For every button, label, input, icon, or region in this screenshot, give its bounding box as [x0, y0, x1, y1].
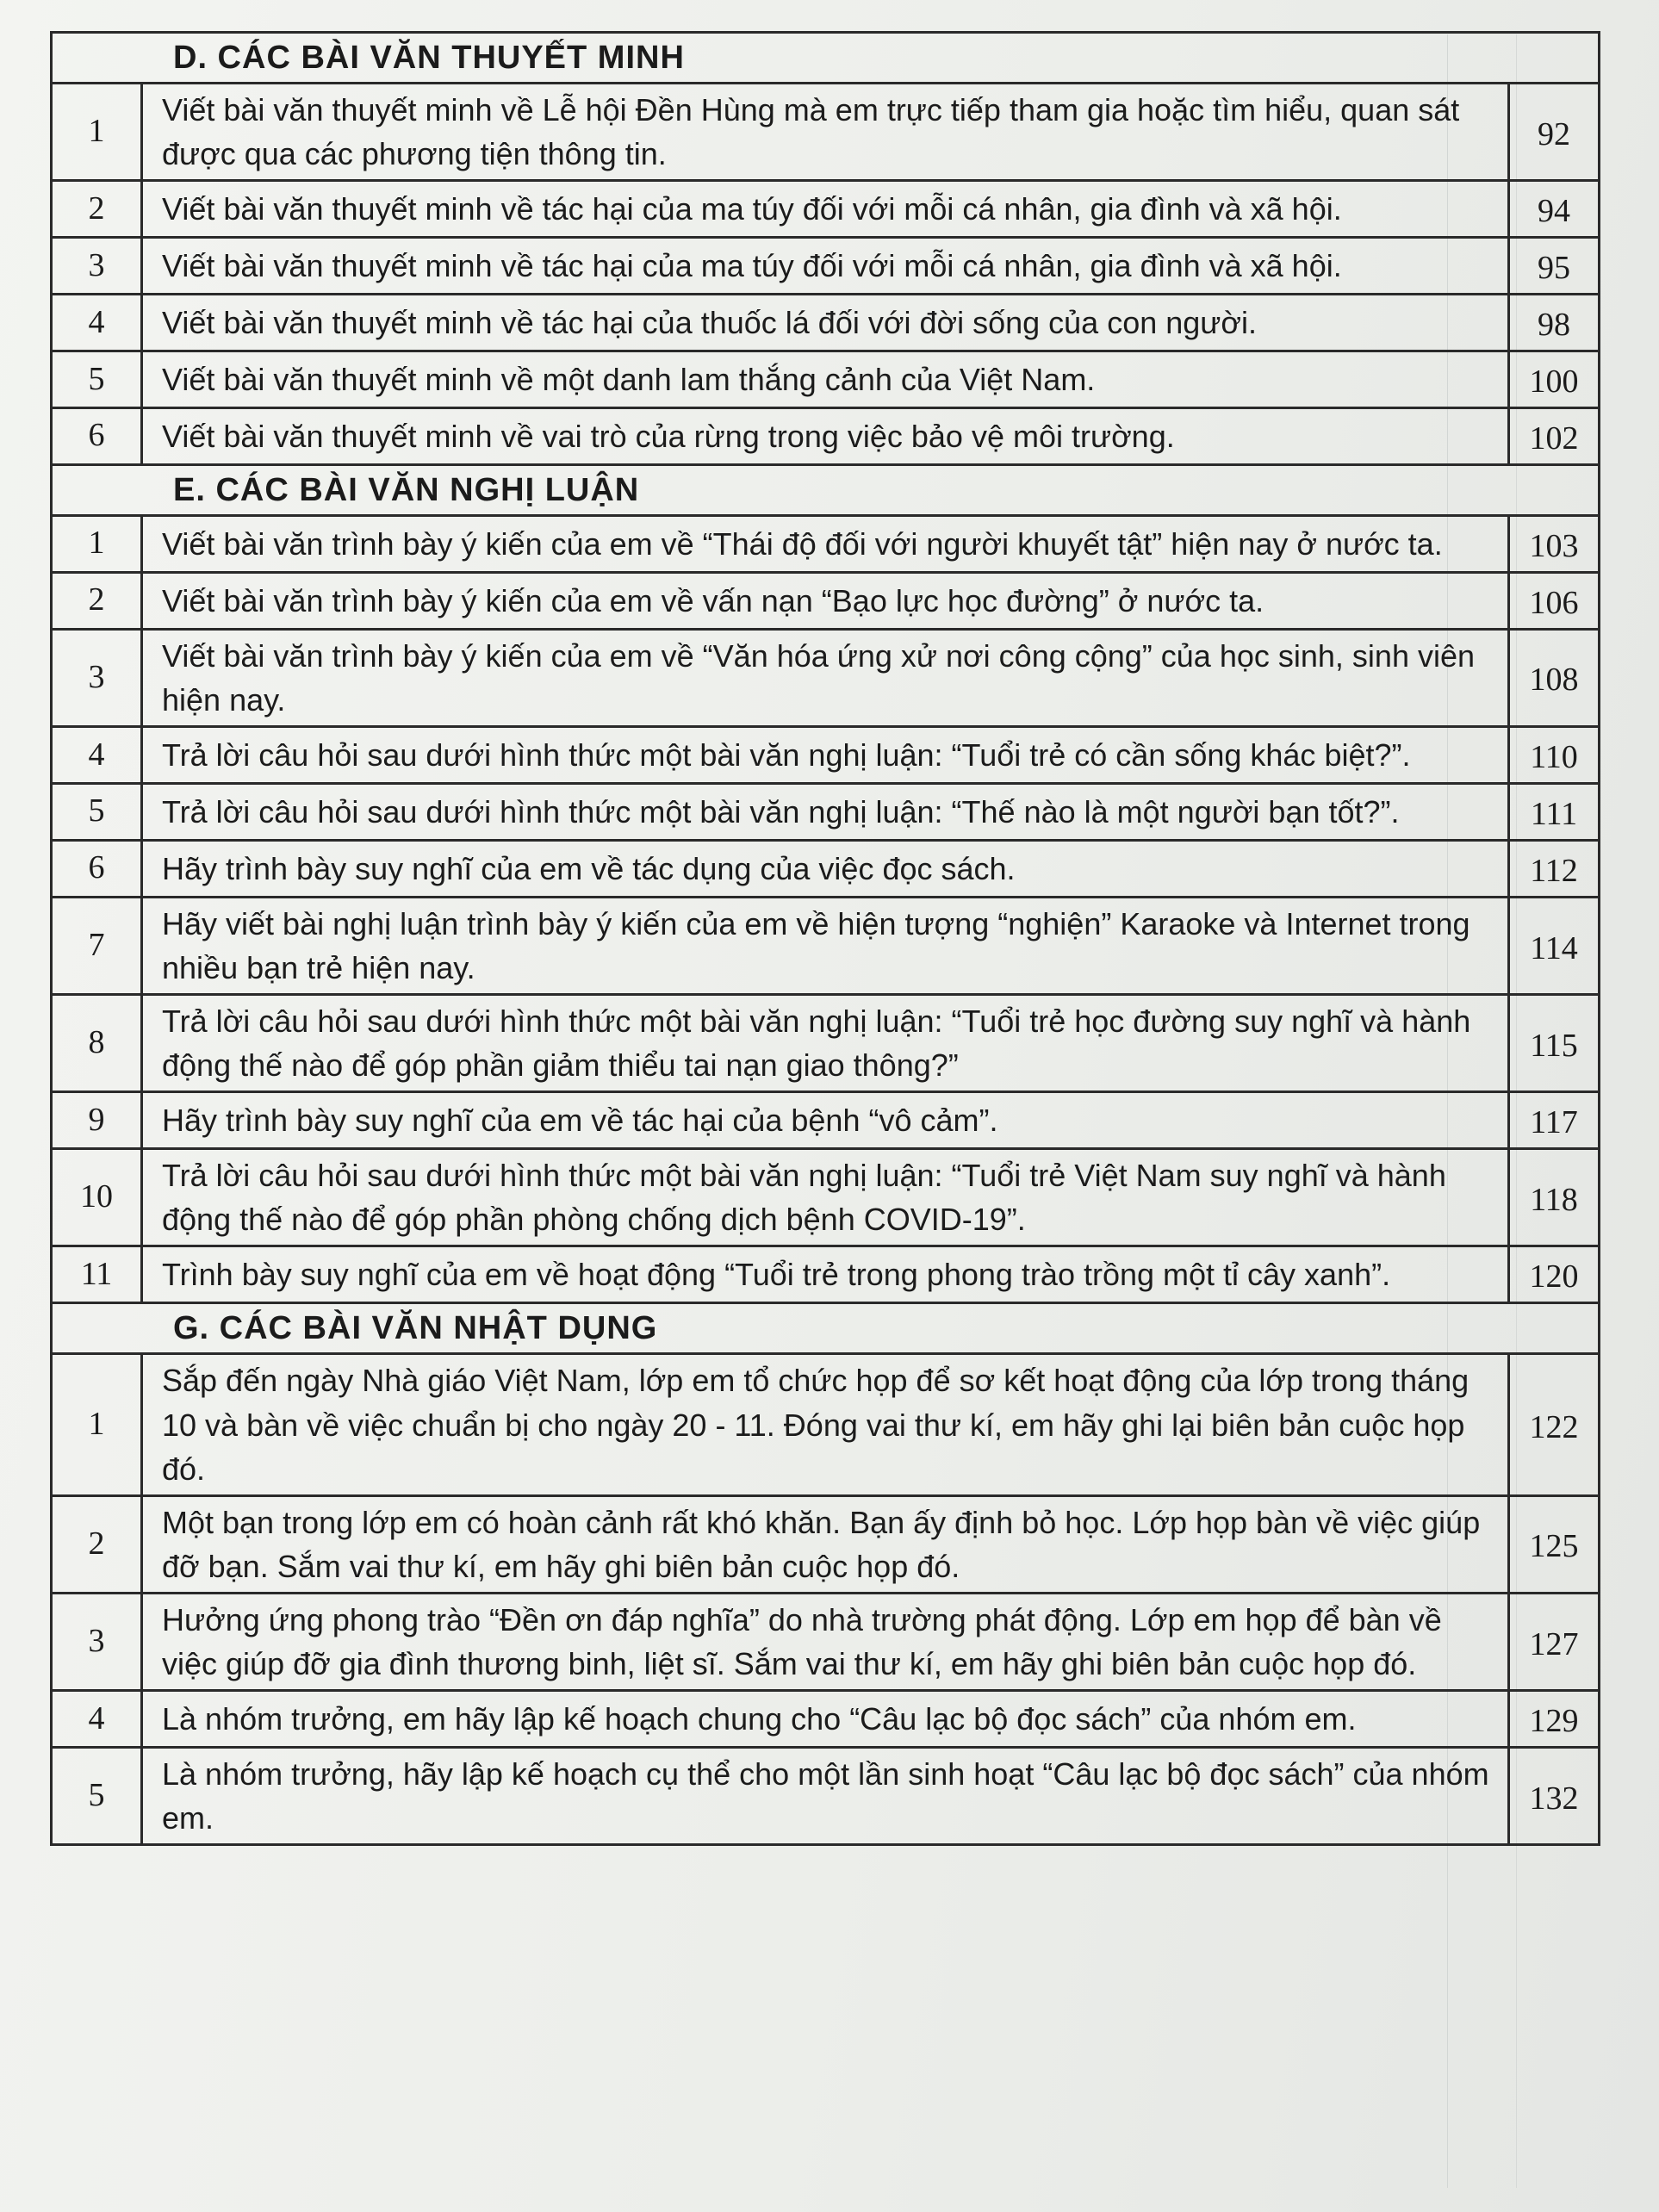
item-number: 4: [52, 1691, 142, 1748]
toc-row: [52, 629, 1600, 726]
item-title: Viết bài văn trình bày ý kiến của em về “Thái độ đối với người khuyết tật” hiện nay ở nước ta.: [142, 515, 1509, 572]
toc-row: [52, 1246, 1600, 1303]
item-number: 5: [52, 1748, 142, 1845]
page-number: 95: [1509, 238, 1600, 295]
page-number: 129: [1509, 1691, 1600, 1748]
item-number: 5: [52, 783, 142, 840]
toc-row: [52, 295, 1600, 351]
toc-body: [52, 33, 1600, 1845]
table-of-contents: [50, 31, 1600, 1846]
page-number: 117: [1509, 1092, 1600, 1149]
item-number: 1: [52, 515, 142, 572]
item-title: Trả lời câu hỏi sau dưới hình thức một bài văn nghị luận: “Tuổi trẻ Việt Nam suy nghĩ và hành động thế nào để góp phần phòng chống dịch bệnh COVID-19”.: [142, 1149, 1509, 1246]
item-title: Là nhóm trưởng, hãy lập kế hoạch cụ thể cho một lần sinh hoạt “Câu lạc bộ đọc sách” của nhóm em.: [142, 1748, 1509, 1845]
item-number: 10: [52, 1149, 142, 1246]
toc-row: [52, 1149, 1600, 1246]
item-number: 2: [52, 181, 142, 238]
page-number: 111: [1509, 783, 1600, 840]
item-title: Sắp đến ngày Nhà giáo Việt Nam, lớp em tổ chức họp để sơ kết hoạt động của lớp trong tháng 10 và bàn về việc chuẩn bị cho ngày 20 - 11. Đóng vai thư kí, em hãy ghi lại biên bản cuộc họp đó.: [142, 1354, 1509, 1495]
item-title: Trả lời câu hỏi sau dưới hình thức một bài văn nghị luận: “Tuổi trẻ có cần sống khác biệt?”.: [142, 727, 1509, 784]
item-title: Một bạn trong lớp em có hoàn cảnh rất khó khăn. Bạn ấy định bỏ học. Lớp họp bàn về việc giúp đỡ bạn. Sắm vai thư kí, em hãy ghi biên bản cuộc họp đó.: [142, 1495, 1509, 1593]
item-title: Viết bài văn thuyết minh về vai trò của rừng trong việc bảo vệ môi trường.: [142, 407, 1509, 464]
item-title: Viết bài văn thuyết minh về Lễ hội Đền Hùng mà em trực tiếp tham gia hoặc tìm hiểu, quan sát được qua các phương tiện thông tin.: [142, 83, 1509, 180]
item-title: Hãy trình bày suy nghĩ của em về tác hại của bệnh “vô cảm”.: [142, 1092, 1509, 1149]
toc-row: [52, 572, 1600, 629]
item-title: Viết bài văn thuyết minh về tác hại của ma túy đối với mỗi cá nhân, gia đình và xã hội.: [142, 181, 1509, 238]
item-number: 6: [52, 840, 142, 897]
item-number: 2: [52, 1495, 142, 1593]
page-number: 125: [1509, 1495, 1600, 1593]
page-number: 92: [1509, 83, 1600, 180]
toc-row: [52, 1354, 1600, 1495]
toc-row: [52, 1495, 1600, 1593]
toc-row: [52, 727, 1600, 784]
toc-row: [52, 897, 1600, 994]
toc-row: [52, 1092, 1600, 1149]
page-number: 108: [1509, 629, 1600, 726]
item-title: Viết bài văn trình bày ý kiến của em về “Văn hóa ứng xử nơi công cộng” của học sinh, sinh viên hiện nay.: [142, 629, 1509, 726]
section-heading: E. CÁC BÀI VĂN NGHỊ LUẬN: [52, 464, 1600, 515]
item-title: Trình bày suy nghĩ của em về hoạt động “Tuổi trẻ trong phong trào trồng một tỉ cây xanh”.: [142, 1246, 1509, 1303]
item-title: Trả lời câu hỏi sau dưới hình thức một bài văn nghị luận: “Tuổi trẻ học đường suy nghĩ và hành động thế nào để góp phần giảm thiểu tai nạn giao thông?”: [142, 995, 1509, 1092]
section-heading-row: [52, 33, 1600, 84]
page-number: 100: [1509, 351, 1600, 408]
toc-row: [52, 83, 1600, 180]
page-number: 132: [1509, 1748, 1600, 1845]
page-number: 120: [1509, 1246, 1600, 1303]
section-heading: D. CÁC BÀI VĂN THUYẾT MINH: [52, 33, 1600, 84]
item-title: Viết bài văn thuyết minh về một danh lam thắng cảnh của Việt Nam.: [142, 351, 1509, 408]
page-number: 102: [1509, 407, 1600, 464]
item-title: Hãy viết bài nghị luận trình bày ý kiến của em về hiện tượng “nghiện” Karaoke và Internet trong nhiều bạn trẻ hiện nay.: [142, 897, 1509, 994]
toc-row: [52, 1593, 1600, 1690]
toc-row: [52, 238, 1600, 295]
section-heading-row: [52, 1303, 1600, 1354]
item-title: Viết bài văn trình bày ý kiến của em về vấn nạn “Bạo lực học đường” ở nước ta.: [142, 572, 1509, 629]
page-number: 106: [1509, 572, 1600, 629]
toc-row: [52, 783, 1600, 840]
item-number: 4: [52, 727, 142, 784]
toc-row: [52, 1748, 1600, 1845]
item-number: 3: [52, 238, 142, 295]
item-number: 3: [52, 1593, 142, 1690]
item-title: Viết bài văn thuyết minh về tác hại của ma túy đối với mỗi cá nhân, gia đình và xã hội.: [142, 238, 1509, 295]
toc-row: [52, 407, 1600, 464]
page-number: 118: [1509, 1149, 1600, 1246]
item-number: 5: [52, 351, 142, 408]
item-number: 6: [52, 407, 142, 464]
item-number: 8: [52, 995, 142, 1092]
section-heading-row: [52, 464, 1600, 515]
page-number: 98: [1509, 295, 1600, 351]
item-number: 11: [52, 1246, 142, 1303]
section-heading: G. CÁC BÀI VĂN NHẬT DỤNG: [52, 1303, 1600, 1354]
item-title: Viết bài văn thuyết minh về tác hại của thuốc lá đối với đời sống của con người.: [142, 295, 1509, 351]
toc-row: [52, 1691, 1600, 1748]
item-title: Trả lời câu hỏi sau dưới hình thức một bài văn nghị luận: “Thế nào là một người bạn tốt?”.: [142, 783, 1509, 840]
item-number: 4: [52, 295, 142, 351]
item-title: Hãy trình bày suy nghĩ của em về tác dụng của việc đọc sách.: [142, 840, 1509, 897]
page-number: 112: [1509, 840, 1600, 897]
toc-row: [52, 181, 1600, 238]
item-title: Hưởng ứng phong trào “Đền ơn đáp nghĩa” do nhà trường phát động. Lớp em họp để bàn về việc giúp đỡ gia đình thương binh, liệt sĩ. Sắm vai thư kí, em hãy ghi biên bản cuộc họp đó.: [142, 1593, 1509, 1690]
page-number: 114: [1509, 897, 1600, 994]
page-number: 110: [1509, 727, 1600, 784]
toc-row: [52, 840, 1600, 897]
page-number: 115: [1509, 995, 1600, 1092]
item-number: 7: [52, 897, 142, 994]
page-number: 127: [1509, 1593, 1600, 1690]
toc-row: [52, 515, 1600, 572]
item-number: 9: [52, 1092, 142, 1149]
item-number: 1: [52, 83, 142, 180]
toc-row: [52, 995, 1600, 1092]
page-number: 103: [1509, 515, 1600, 572]
item-title: Là nhóm trưởng, em hãy lập kế hoạch chung cho “Câu lạc bộ đọc sách” của nhóm em.: [142, 1691, 1509, 1748]
item-number: 2: [52, 572, 142, 629]
toc-row: [52, 351, 1600, 408]
item-number: 1: [52, 1354, 142, 1495]
item-number: 3: [52, 629, 142, 726]
page-number: 122: [1509, 1354, 1600, 1495]
page-number: 94: [1509, 181, 1600, 238]
